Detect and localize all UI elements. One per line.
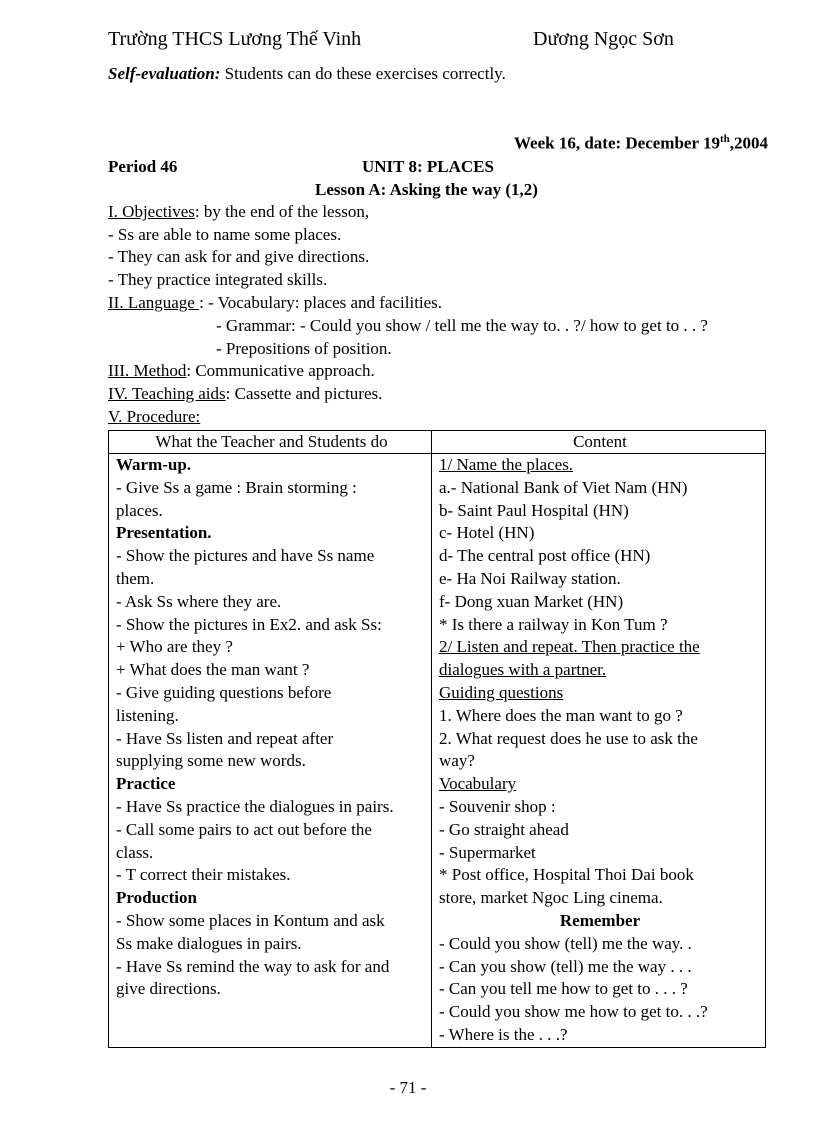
objectives-label: I. Objectives (108, 202, 195, 221)
aids-label: IV. Teaching aids (108, 384, 226, 403)
content-line: - Can you tell me how to get to . . . ? (439, 979, 688, 999)
date-suffix: ,2004 (729, 133, 768, 153)
lesson-title: Lesson A: Asking the way (1,2) (315, 180, 538, 199)
content-line: b- Saint Paul Hospital (HN) (439, 500, 629, 520)
procedure-heading: V. Procedure: (108, 407, 201, 426)
content-line: Guiding questions (439, 682, 564, 702)
objectives-text: : by the end of the lesson, (194, 202, 370, 221)
header-school: Trường THCS Lương Thế Vinh (108, 28, 362, 50)
content-line: * Post office, Hospital Thoi Dai book (439, 865, 694, 885)
activity-line: Production (116, 888, 197, 908)
activity-line: - Give guiding questions before (116, 682, 332, 702)
content-line: 2. What request does he use to ask the (439, 728, 698, 748)
activity-line: - Call some pairs to act out before the (116, 819, 372, 839)
activity-line: - Have Ss practice the dialogues in pairs. (116, 796, 394, 816)
activity-line: + What does the man want ? (116, 660, 310, 680)
content-line: Vocabulary (439, 774, 517, 794)
content-line: - Could you show me how to get to. . .? (439, 1002, 708, 1022)
activity-line: - Show some places in Kontum and ask (116, 910, 385, 930)
activity-line: - Ask Ss where they are. (116, 591, 282, 611)
content-line: 1. Where does the man want to go ? (439, 705, 683, 725)
method-label: III. Method (108, 361, 187, 380)
aids-heading (108, 383, 382, 406)
activity-line: Presentation. (116, 523, 212, 543)
page-number: - 71 - (389, 1078, 427, 1097)
activity-line: - T correct their mistakes. (116, 865, 291, 885)
activity-line: listening. (116, 705, 179, 725)
content-line: store, market Ngoc Ling cinema. (439, 888, 663, 908)
content-line: * Is there a railway in Kon Tum ? (439, 614, 668, 634)
objective-item: - They practice integrated skills. (108, 270, 328, 289)
activity-line: supplying some new words. (116, 751, 306, 771)
table-header-activities: What the Teacher and Students do (109, 431, 432, 454)
date-line (514, 133, 768, 154)
table-header-content: Content (432, 431, 766, 454)
activity-line: give directions. (116, 979, 221, 999)
activities-column (109, 454, 432, 1048)
objective-item: - They can ask for and give directions. (108, 247, 370, 266)
activity-line: - Have Ss remind the way to ask for and (116, 956, 390, 976)
aids-text: : Cassette and pictures. (225, 384, 383, 403)
content-line: e- Ha Noi Railway station. (439, 568, 621, 588)
date-sup: th (719, 133, 730, 145)
unit-title: UNIT 8: PLACES (362, 157, 494, 176)
activity-line: Practice (116, 774, 176, 794)
content-line: - Souvenir shop : (439, 796, 556, 816)
method-text: : Communicative approach. (186, 361, 375, 380)
header-author: Dương Ngọc Sơn (533, 28, 674, 50)
activity-line: - Have Ss listen and repeat after (116, 728, 334, 748)
self-evaluation (108, 64, 506, 84)
self-evaluation-label: Self-evaluation: (108, 64, 221, 83)
objective-item: - Ss are able to name some places. (108, 225, 342, 244)
content-line: d- The central post office (HN) (439, 546, 651, 566)
activity-line: class. (116, 842, 154, 862)
objectives-heading (108, 201, 369, 224)
content-line: a.- National Bank of Viet Nam (HN) (439, 477, 688, 497)
content-line: - Could you show (tell) me the way. . (439, 933, 692, 953)
activity-line: places. (116, 500, 163, 520)
content-line: - Go straight ahead (439, 819, 569, 839)
content-line: - Can you show (tell) me the way . . . (439, 956, 692, 976)
self-evaluation-text: Students can do these exercises correctly. (220, 64, 506, 83)
activity-line: - Show the pictures and have Ss name (116, 546, 375, 566)
activity-line: - Give Ss a game : Brain storming : (116, 477, 357, 497)
content-line: way? (439, 751, 475, 771)
procedure-table (108, 430, 766, 1048)
activity-line: them. (116, 568, 155, 588)
content-line: - Supermarket (439, 842, 536, 862)
language-grammar: - Grammar: - Could you show / tell me the way to. . ?/ how to get to . . ? (216, 316, 708, 335)
content-line: f- Dong xuan Market (HN) (439, 591, 624, 611)
period: Period 46 (108, 157, 178, 176)
content-line: 2/ Listen and repeat. Then practice the (439, 637, 700, 657)
content-line: Remember (559, 910, 641, 930)
content-line: - Where is the . . .? (439, 1024, 568, 1044)
content-line: 1/ Name the places. (439, 455, 574, 474)
content-line: c- Hotel (HN) (439, 523, 535, 543)
content-column (432, 454, 766, 1048)
date-prefix: Week 16, date: December 19 (513, 133, 720, 153)
language-label: II. Language (108, 293, 200, 312)
method-heading (108, 360, 375, 383)
language-text: : - Vocabulary: places and facilities. (199, 293, 443, 312)
language-heading (108, 292, 442, 315)
activity-line: + Who are they ? (116, 637, 233, 657)
activity-line: Warm-up. (116, 455, 192, 474)
activity-line: Ss make dialogues in pairs. (116, 933, 302, 953)
language-prepositions: - Prepositions of position. (216, 339, 392, 358)
content-line: dialogues with a partner. (439, 660, 607, 680)
activity-line: - Show the pictures in Ex2. and ask Ss: (116, 614, 382, 634)
